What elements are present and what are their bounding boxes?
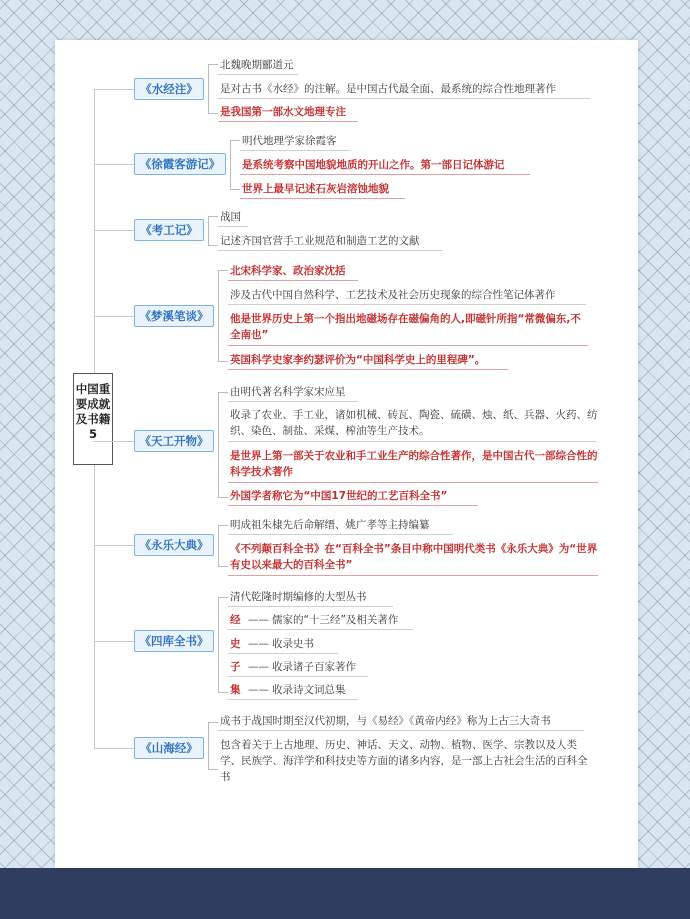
part-dash: —— [248,638,269,650]
part-key: 集 [230,684,241,696]
part-key: 子 [230,661,241,673]
underline [228,505,478,506]
root-node: 中国重要成就及书籍5 [73,373,113,465]
connector [94,641,134,642]
leaf-text: 明代地理学家徐霞客 [242,135,337,147]
underline [218,74,298,75]
leaf-text: 是对古书《水经》的注解。是中国古代最全面、最系统的综合性地理著作 [220,83,556,95]
underline [228,676,368,677]
underline [228,304,586,305]
underline [228,441,596,442]
leaf-text: 清代乾隆时期编修的大型丛书 [230,591,367,603]
book-node-mengxibitan: 《梦溪笔谈》 [134,305,214,327]
leaf-text: 北宋科学家、政治家沈括 [230,265,346,277]
bracket [230,140,240,190]
part-text: 收录诸子百家著作 [272,661,356,673]
underline [228,345,588,346]
leaf-text: 北魏晚期郦道元 [220,59,294,71]
leaf-text: 英国科学史家李约瑟评价为“中国科学史上的里程碑”。 [230,354,486,366]
leaf-text: 世界上最早记述石灰岩溶蚀地貌 [242,183,389,195]
bracket [218,525,228,567]
leaf-text: 成书于战国时期至汉代初期，与《易经》《黄帝内经》称为上古三大奇书 [220,715,551,727]
leaf-text: 收录了农业、手工业，诸如机械、砖瓦、陶瓷、硫磺、烛、纸、兵器、火药、纺织、染色、制盐、采煤、榨油等生产技术。 [230,409,598,437]
book-node-tiangongkaiwu: 《天工开物》 [134,430,214,452]
connector [94,545,134,546]
bracket [208,216,218,246]
book-node-kaogongji: 《考工记》 [134,219,204,241]
part-key: 史 [230,638,241,650]
leaf-text: 由明代著名科学家宋应星 [230,386,346,398]
bracket [208,722,218,770]
underline [218,98,590,99]
part-text: 收录史书 [272,638,314,650]
underline [228,575,598,576]
part-dash: —— [248,614,269,626]
leaf-text: 记述齐国官营手工业规范和制造工艺的文献 [220,235,420,247]
bracket [218,597,228,693]
siku-part-zi [230,659,356,675]
leaf-text: 是世界上第一部关于农业和手工业生产的综合性著作，是中国古代一部综合性的科学技术著作 [230,450,598,478]
underline [218,730,584,731]
underline [240,150,350,151]
underline [228,401,358,402]
underline [228,369,508,370]
underline [228,280,358,281]
part-text: 收录诗文词总集 [272,684,346,696]
part-dash: —— [248,661,269,673]
connector [94,164,134,165]
book-node-shuijingzhu: 《水经注》 [134,78,204,100]
book-node-xuxiake: 《徐霞客游记》 [134,153,226,175]
connector [94,89,134,90]
connector [94,748,134,749]
leaf-text: 他是世界历史上第一个指出地磁场存在磁偏角的人,即磁针所指“常微偏东,不全南也” [230,313,581,341]
leaf-text: 战国 [220,211,241,223]
book-node-sikuquanshu: 《四库全书》 [134,630,214,652]
bottom-band [0,868,690,919]
leaf-text: 涉及古代中国自然科学、工艺技术及社会历史现象的综合性笔记体著作 [230,289,556,301]
underline [218,226,248,227]
underline [218,250,443,251]
leaf-text: 是我国第一部水文地理专注 [220,106,346,118]
underline [228,534,453,535]
underline [228,606,393,607]
bracket [218,270,228,362]
leaf-text: 外国学者称它为“中国17世纪的工艺百科全书” [230,490,448,502]
book-node-shanhaijing: 《山海经》 [134,737,204,759]
underline [228,482,598,483]
underline [240,174,530,175]
underline [218,121,358,122]
underline [228,629,413,630]
connector [94,316,134,317]
leaf-text: 《不列颠百科全书》在“百科全书”条目中称中国明代类书《永乐大典》为“世界有史以来最大的百科全书” [230,543,598,571]
part-dash: —— [248,684,269,696]
connector [94,230,134,231]
connector [94,441,134,442]
part-key: 经 [230,614,241,626]
underline [228,653,338,654]
siku-part-ji [230,682,346,698]
siku-part-shi [230,636,314,652]
underline [228,699,358,700]
book-node-yongledadian: 《永乐大典》 [134,534,214,556]
part-text: 儒家的“十三经”及相关著作 [272,614,399,626]
underline [240,198,405,199]
leaf-text: 明成祖朱棣先后命解缙、姚广孝等主持编纂 [230,519,430,531]
leaf-text: 包含着关于上古地理、历史、神话、天文、动物、植物、医学、宗教以及人类学、民族学、海洋学和科技史等方面的诸多内容，是一部上古社会生活的百科全书 [220,739,588,783]
bracket [208,64,218,114]
leaf-text: 是系统考察中国地貌地质的开山之作。第一部日记体游记 [242,159,505,171]
siku-part-jing [230,612,398,628]
bracket [218,392,228,498]
